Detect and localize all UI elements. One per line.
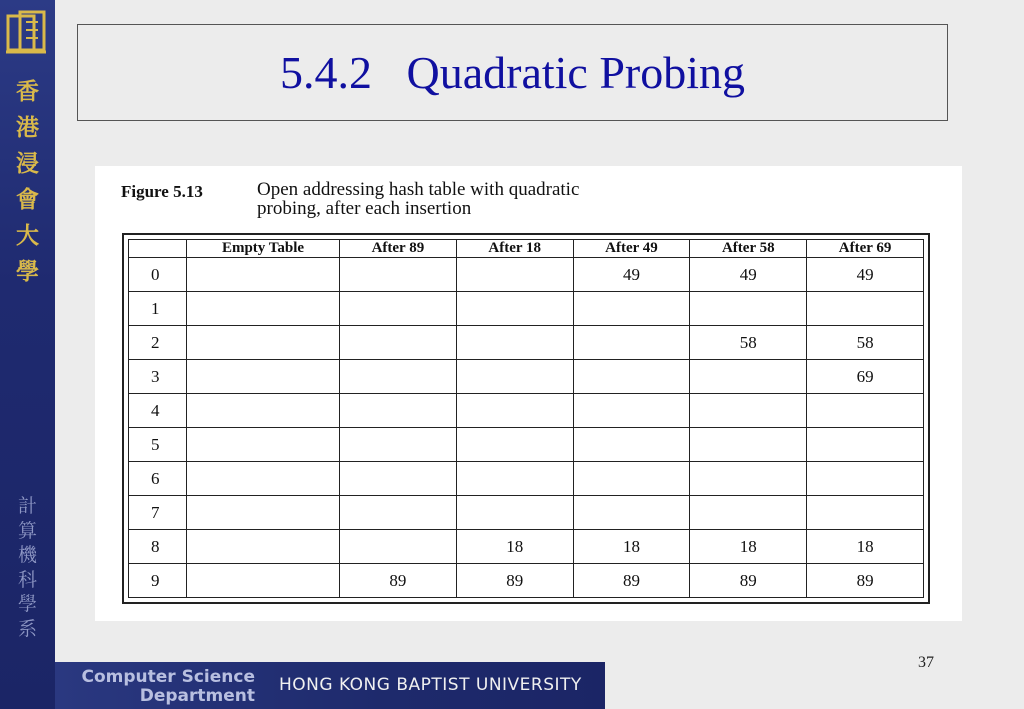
header-cell: After 58 bbox=[690, 240, 807, 258]
university-char: 港 bbox=[16, 114, 39, 141]
table-row bbox=[129, 496, 924, 530]
table-cell bbox=[573, 360, 690, 394]
table-row bbox=[129, 530, 924, 564]
department-name-vertical bbox=[0, 494, 55, 641]
table-cell bbox=[187, 394, 340, 428]
university-char: 浸 bbox=[16, 150, 39, 177]
university-char: 香 bbox=[16, 78, 39, 105]
page-number: 37 bbox=[918, 654, 934, 671]
figure-label: Figure 5.13 bbox=[121, 182, 203, 201]
table-cell bbox=[807, 428, 924, 462]
table-cell bbox=[340, 496, 457, 530]
department-char: 機 bbox=[17, 544, 37, 566]
table-cell: 89 bbox=[456, 564, 573, 598]
table-cell bbox=[456, 394, 573, 428]
row-index-cell: 4 bbox=[129, 394, 187, 428]
table-row bbox=[129, 394, 924, 428]
table-cell bbox=[340, 326, 457, 360]
department-char: 算 bbox=[17, 519, 37, 542]
table-cell bbox=[340, 462, 457, 496]
table-cell bbox=[690, 428, 807, 462]
table-cell bbox=[187, 360, 340, 394]
table-cell bbox=[340, 428, 457, 462]
row-index-cell: 9 bbox=[129, 564, 187, 598]
table-cell bbox=[573, 394, 690, 428]
table-cell bbox=[340, 360, 457, 394]
table-cell bbox=[340, 394, 457, 428]
table-row bbox=[129, 462, 924, 496]
table-cell bbox=[807, 394, 924, 428]
footer-banner bbox=[55, 662, 605, 709]
table-header-row bbox=[129, 240, 924, 258]
table-cell: 89 bbox=[340, 564, 457, 598]
table-cell: 18 bbox=[690, 530, 807, 564]
table-row bbox=[129, 564, 924, 598]
table-cell bbox=[340, 530, 457, 564]
table-row bbox=[129, 292, 924, 326]
table-cell bbox=[456, 258, 573, 292]
footer-department-line: Computer Science bbox=[81, 667, 255, 687]
table-cell bbox=[807, 462, 924, 496]
department-char: 科 bbox=[17, 568, 37, 591]
table-cell bbox=[573, 428, 690, 462]
table-cell: 58 bbox=[690, 326, 807, 360]
table-cell bbox=[456, 360, 573, 394]
figure-panel bbox=[95, 166, 962, 621]
table-cell bbox=[573, 326, 690, 360]
header-cell: Empty Table bbox=[187, 240, 340, 258]
table-row bbox=[129, 428, 924, 462]
table-cell: 58 bbox=[807, 326, 924, 360]
table-cell bbox=[690, 292, 807, 326]
university-name-vertical bbox=[0, 74, 55, 290]
header-cell: After 69 bbox=[807, 240, 924, 258]
table-row bbox=[129, 360, 924, 394]
table-cell: 18 bbox=[456, 530, 573, 564]
table-cell: 89 bbox=[573, 564, 690, 598]
figure-caption-line: probing, after each insertion bbox=[257, 198, 472, 219]
row-index-cell: 3 bbox=[129, 360, 187, 394]
footer-department bbox=[65, 668, 255, 706]
table-cell: 89 bbox=[807, 564, 924, 598]
sidebar-banner bbox=[0, 0, 55, 709]
table-cell bbox=[187, 496, 340, 530]
table-cell bbox=[573, 292, 690, 326]
header-cell: After 89 bbox=[340, 240, 457, 258]
table-cell bbox=[573, 496, 690, 530]
slide-title-box bbox=[77, 24, 948, 121]
table-cell bbox=[187, 292, 340, 326]
footer-university: HONG KONG BAPTIST UNIVERSITY bbox=[279, 675, 582, 695]
university-logo-icon bbox=[6, 10, 46, 56]
row-index-cell: 6 bbox=[129, 462, 187, 496]
table-cell bbox=[807, 496, 924, 530]
hash-table bbox=[128, 239, 924, 598]
department-char: 系 bbox=[17, 617, 37, 640]
row-index-cell: 8 bbox=[129, 530, 187, 564]
hash-table-frame bbox=[122, 233, 930, 604]
table-cell bbox=[187, 428, 340, 462]
table-row bbox=[129, 326, 924, 360]
table-cell bbox=[690, 462, 807, 496]
table-cell bbox=[690, 496, 807, 530]
table-cell: 18 bbox=[573, 530, 690, 564]
table-row bbox=[129, 258, 924, 292]
university-char: 會 bbox=[16, 186, 39, 213]
table-cell: 49 bbox=[573, 258, 690, 292]
table-cell bbox=[690, 360, 807, 394]
table-cell bbox=[187, 258, 340, 292]
table-cell bbox=[690, 394, 807, 428]
row-index-cell: 5 bbox=[129, 428, 187, 462]
table-cell bbox=[456, 326, 573, 360]
table-cell bbox=[456, 496, 573, 530]
table-cell bbox=[340, 292, 457, 326]
table-cell bbox=[187, 326, 340, 360]
department-char: 學 bbox=[17, 593, 37, 615]
table-cell bbox=[573, 462, 690, 496]
table-cell bbox=[340, 258, 457, 292]
row-index-cell: 0 bbox=[129, 258, 187, 292]
table-cell: 49 bbox=[807, 258, 924, 292]
department-char: 計 bbox=[17, 495, 37, 517]
university-char: 大 bbox=[16, 222, 39, 249]
table-cell: 18 bbox=[807, 530, 924, 564]
table-cell: 89 bbox=[690, 564, 807, 598]
header-cell bbox=[129, 240, 187, 258]
table-cell bbox=[187, 564, 340, 598]
row-index-cell: 1 bbox=[129, 292, 187, 326]
university-char: 學 bbox=[16, 258, 39, 285]
row-index-cell: 2 bbox=[129, 326, 187, 360]
table-cell bbox=[456, 428, 573, 462]
table-cell bbox=[807, 292, 924, 326]
header-cell: After 18 bbox=[456, 240, 573, 258]
table-cell bbox=[456, 462, 573, 496]
table-cell: 49 bbox=[690, 258, 807, 292]
table-cell bbox=[187, 530, 340, 564]
table-cell bbox=[456, 292, 573, 326]
table-cell bbox=[187, 462, 340, 496]
figure-caption-line: Open addressing hash table with quadratic bbox=[257, 179, 580, 200]
table-cell: 69 bbox=[807, 360, 924, 394]
table-body bbox=[129, 258, 924, 598]
header-cell: After 49 bbox=[573, 240, 690, 258]
figure-caption-text bbox=[257, 180, 817, 218]
footer-department-line: Department bbox=[139, 686, 255, 706]
row-index-cell: 7 bbox=[129, 496, 187, 530]
slide-title: 5.4.2 Quadratic Probing bbox=[279, 47, 746, 98]
